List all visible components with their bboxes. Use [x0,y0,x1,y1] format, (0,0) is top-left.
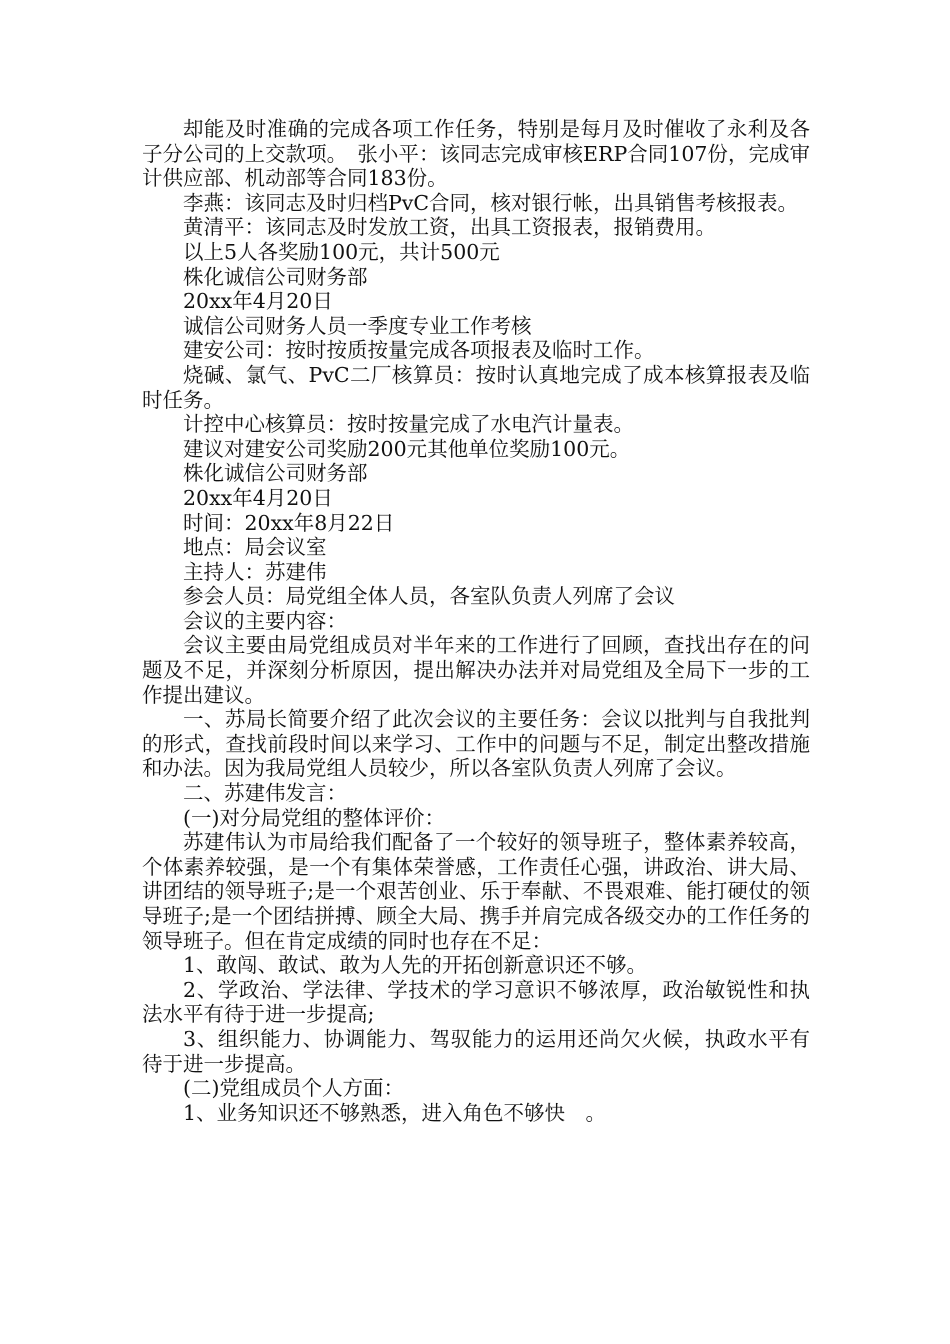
paragraph: 却能及时准确的完成各项工作任务，特别是每月及时催收了永利及各子分公司的上交款项。 张小平：该同志完成审核ERP合同107份，完成审计供应部、机动部等合同183份。 [142,117,810,191]
paragraph: 苏建伟认为市局给我们配备了一个较好的领导班子，整体素养较高，个体素养较强，是一个有集体荣誉感，工作责任心强，讲政治、讲大局、讲团结的领导班子;是一个艰苦创业、乐于奉献、不畏艰难、能打硬仗的领导班子;是一个团结拼搏、顾全大局、携手并肩完成各级交办的工作任务的领导班子。但在肯定成绩的同时也存在不足： [142,830,810,953]
paragraph: 20xx年4月20日 [183,485,333,510]
paragraph: 以上5人各奖励100元，共计500元 [183,239,500,264]
paragraph: 会议的主要内容： [183,608,347,633]
paragraph: 主持人：苏建伟 [183,559,327,584]
paragraph: 诚信公司财务人员一季度专业工作考核 [183,313,532,338]
paragraph: 二、苏建伟发言： [183,781,347,806]
paragraph: 时间：20xx年8月22日 [183,510,395,535]
paragraph: (一)对分局党组的整体评价： [183,805,445,830]
paragraph: 李燕：该同志及时归档PvC合同，核对银行帐，出具销售考核报表。 [183,190,799,215]
paragraph: 参会人员：局党组全体人员，各室队负责人列席了会议 [183,584,675,609]
paragraph: 地点：局会议室 [183,535,327,560]
paragraph: 黄清平：该同志及时发放工资，出具工资报表，报销费用。 [183,215,716,240]
paragraph: (二)党组成员个人方面： [183,1076,404,1101]
paragraph: 株化诚信公司财务部 [183,264,368,289]
paragraph: 20xx年4月20日 [183,289,333,314]
paragraph: 1、业务知识还不够熟悉，进入角色不够快 。 [183,1100,607,1125]
paragraph: 计控中心核算员：按时按量完成了水电汽计量表。 [183,412,634,437]
paragraph: 烧碱、氯气、PvC二厂核算员：按时认真地完成了成本核算报表及临时任务。 [142,362,810,412]
paragraph: 2、学政治、学法律、学技术的学习意识不够浓厚，政治敏锐性和执法水平有待于进一步提高; [142,977,810,1027]
paragraph: 3、组织能力、协调能力、驾驭能力的运用还尚欠火候，执政水平有待于进一步提高。 [142,1026,810,1076]
paragraph: 株化诚信公司财务部 [183,461,368,486]
paragraph: 一、苏局长简要介绍了此次会议的主要任务：会议以批判与自我批判的形式，查找前段时间以来学习、工作中的问题与不足，制定出整改措施和办法。因为我局党组人员较少，所以各室队负责人列席了会议。 [142,707,810,781]
paragraph: 会议主要由局党组成员对半年来的工作进行了回顾，查找出存在的问题及不足，并深刻分析原因，提出解决办法并对局党组及全局下一步的工作提出建议。 [142,633,810,707]
paragraph: 建议对建安公司奖励200元其他单位奖励100元。 [183,436,631,461]
paragraph: 1、敢闯、敢试、敢为人先的开拓创新意识还不够。 [183,953,648,978]
document-body [142,117,810,1125]
paragraph: 建安公司：按时按质按量完成各项报表及临时工作。 [183,338,655,363]
